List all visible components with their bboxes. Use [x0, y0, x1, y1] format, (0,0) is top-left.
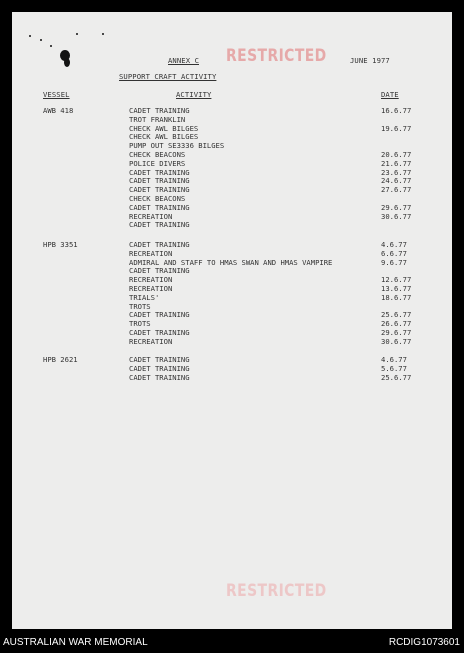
date-cell: 23.6.77	[381, 167, 412, 177]
date-cell: 18.6.77	[381, 292, 412, 302]
activity-cell: CADET TRAINING	[129, 167, 190, 177]
activity-cell: RECREATION	[129, 275, 173, 285]
date-cell: 5.6.77	[381, 363, 407, 373]
activity-cell: CHECK AWL BILGES	[129, 132, 199, 142]
activity-cell: TRIALS'	[129, 292, 160, 302]
date-cell: 27.6.77	[381, 185, 412, 195]
activity-cell: CADET TRAINING	[129, 106, 190, 115]
document-subtitle: SUPPORT CRAFT ACTIVITY	[119, 72, 217, 81]
vessel-name: HPB 3351	[43, 240, 78, 249]
activity-cell: CADET TRAINING	[129, 372, 190, 382]
date-cell: 4.6.77	[381, 240, 407, 249]
date-cell: 30.6.77	[381, 211, 412, 221]
activity-cell: CHECK AWL BILGES	[129, 123, 199, 133]
date-cell: 26.6.77	[381, 319, 412, 329]
activity-cell: CADET TRAINING	[129, 310, 190, 320]
activity-cell: ADMIRAL AND STAFF TO HMAS SWAN AND HMAS VAMPIRE	[129, 257, 333, 267]
column-header-date: DATE	[381, 90, 399, 99]
date-cell: 19.6.77	[381, 123, 412, 133]
activity-cell: CADET TRAINING	[129, 328, 190, 337]
activity-cell: CADET TRAINING	[129, 266, 190, 276]
activity-cell: RECREATION	[129, 248, 173, 258]
date-cell: 24.6.77	[381, 176, 412, 186]
ink-speck-5	[102, 33, 104, 35]
date-cell: 21.6.77	[381, 158, 412, 168]
activity-cell: CADET TRAINING	[129, 355, 190, 364]
restricted-stamp-top: RESTRICTED	[226, 46, 327, 66]
ink-speck-3	[50, 45, 52, 47]
date-cell: 9.6.77	[381, 257, 407, 267]
vessel-name: AWB 418	[43, 106, 74, 115]
column-header-vessel: VESSEL	[43, 90, 70, 99]
ink-speck-2	[40, 39, 42, 41]
ink-speck-4	[76, 33, 78, 35]
activity-cell: TROTS	[129, 301, 151, 311]
activity-cell: CADET TRAINING	[129, 220, 190, 230]
activity-cell: TROTS	[129, 319, 151, 329]
date-cell: 6.6.77	[381, 248, 407, 258]
activity-cell: CADET TRAINING	[129, 185, 190, 195]
activity-cell: CADET TRAINING	[129, 176, 190, 186]
date-cell: 12.6.77	[381, 275, 412, 285]
date-cell: 4.6.77	[381, 355, 407, 364]
activity-cell: POLICE DIVERS	[129, 158, 186, 168]
activity-cell: PUMP OUT SE3336 BILGES	[129, 141, 225, 151]
activity-cell: CADET TRAINING	[129, 240, 190, 249]
activity-cell: TROT FRANKLIN	[129, 114, 186, 124]
date-cell: 13.6.77	[381, 284, 412, 293]
footer-institution: AUSTRALIAN WAR MEMORIAL	[3, 637, 148, 648]
punch-hole-blot-2	[64, 58, 70, 67]
footer-record-id: RCDIG1073601	[388, 637, 460, 648]
activity-cell: CADET TRAINING	[129, 202, 190, 212]
activity-cell: RECREATION	[129, 284, 173, 293]
date-cell: 25.6.77	[381, 310, 412, 320]
activity-cell: CHECK BEACONS	[129, 194, 186, 203]
date-cell: 30.6.77	[381, 336, 412, 346]
month-label: JUNE 1977	[350, 56, 390, 65]
ink-speck	[29, 35, 31, 37]
date-cell: 16.6.77	[381, 106, 412, 115]
activity-cell: CADET TRAINING	[129, 363, 190, 373]
restricted-stamp-bottom: RESTRICTED	[226, 581, 327, 601]
vessel-name: HPB 2621	[43, 355, 78, 364]
activity-cell: CHECK BEACONS	[129, 150, 186, 159]
date-cell: 29.6.77	[381, 202, 412, 212]
date-cell: 20.6.77	[381, 150, 412, 159]
date-cell: 29.6.77	[381, 328, 412, 337]
activity-cell: RECREATION	[129, 211, 173, 221]
date-cell: 25.6.77	[381, 372, 412, 382]
annex-label: ANNEX C	[168, 56, 199, 65]
activity-cell: RECREATION	[129, 336, 173, 346]
column-header-activity: ACTIVITY	[176, 90, 212, 99]
